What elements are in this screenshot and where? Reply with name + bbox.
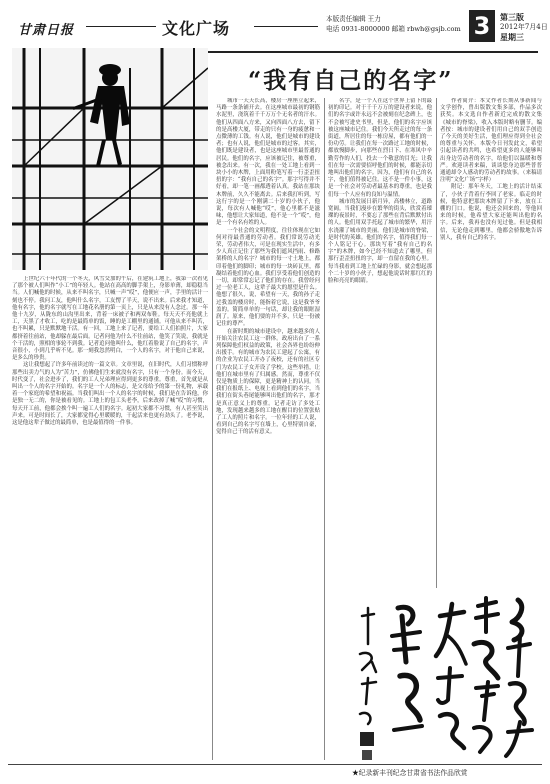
text-column-2 <box>216 98 320 760</box>
calligraphy-caption: ★纪录新丰刊纪念甘肃省书法作品欣赏 <box>352 769 468 777</box>
footer-rule <box>8 764 542 765</box>
issue-date: 2012年7月4日 <box>500 23 548 31</box>
seal-stamp <box>360 732 374 746</box>
page-label: 第三版 <box>500 12 524 22</box>
masthead-rule <box>254 26 318 27</box>
article-paragraph <box>328 98 432 285</box>
column-divider <box>436 98 437 588</box>
article-paragraph <box>440 98 542 242</box>
text-column-4 <box>440 98 542 588</box>
editor-info <box>326 14 461 34</box>
issue-weekday: 星期三 <box>500 32 524 42</box>
paragraph-text: 城市一天天长高，楼房一座座立起来，马路一条条铺开去。在这座城市最初的钢筋水泥里，浇筑着千千万万个无名者的汗水。他们从四面八方来，又向四面八方去，留下的是高楼大厦，带走的只有一身的疲惫和一点微薄的工钱。有人说，他们是城市的建设者；也有人说，他们是城市的过客。其实，他们既是建设者，也是这座城市里最普通的居民。他们的名字，应该被记住，被尊重，被念出来。有一次，我在一处工地上看到一块小小的木牌，上面用粉笔写着一行歪歪扭扭的字：“我有自己的名字”。那字写得并不好看，却一笔一画都透着认真。我站在那块木牌前，久久不能离去。后来我打听到，写这行字的是一个刚满二十岁的小伙子，他说，每次有人喊他“哎”，他心里都不是滋味，他想让大家知道，他不是一个“哎”，他是一个有名有姓的人。 <box>216 98 320 227</box>
paper-name: 甘肃日报 <box>18 23 75 38</box>
article-headline: “我有自己的名字” <box>248 67 454 94</box>
column-divider <box>212 276 213 760</box>
paragraph-text: 作者简介：本文作者长期从事新闻与文学创作，曾出版散文集多部，作品多次获奖。本文选自作者新近完成的散文集《城市的脊梁》，收入本版时略有删节。编者按：城市的建设者们用自己的双手创造了今天的美好生活，他们理应得到全社会的尊重与关怀。本版今日刊发此文，希望引起读者的共鸣，也希望更多的人能够叫出身边劳动者的名字，给他们以温暖和尊严。欢迎读者来稿，谈谈您身边那些普普通通却令人感动的劳动者的故事。（来稿请注明“文化广场”字样） <box>440 98 542 184</box>
article-photo <box>12 48 208 270</box>
paragraph-text: 上世纪六十年代的一个冬天，风雪交加的午后，在建筑工地上，我第一次看见了那个被人们叫作“小工”的年轻人。他站在高高的脚手架上，身影单薄，却稳稳当当。人们喊他的时候，从来不叫名字，只喊一声“哎”，他便应一声，手里的活计一刻也不停。我问工友，他叫什么名字，工友愣了半天，说不出来。后来我才知道，他有名字，他的名字就写在工地花名册的第一页上，只是从来没有人念过。那一年他十九岁，从陇东的山沟里出来，背着一床被子和两双布鞋。每天天不亮他就上工，天黑了才收工，吃的是最简单的饭，睡的是工棚里的通铺。可他从来不叫苦，也不叫累，只是默默地干活。有一回，工地上来了记者，要给工人们拍照片，大家都挤着往前站，他却躲在最后面。记者问他为什么不往前站，他笑了笑说，我就是个干活的，照相的事轮不到我。记者追问他叫什么，他红着脸说了自己的名字，声音很小，小到几乎听不见。那一刻我忽然明白，一个人的名字，对于他自己来说，是多么的珍贵。 <box>12 276 208 362</box>
page-meta <box>500 12 548 42</box>
section-title: 文化广场 <box>162 19 231 38</box>
paragraph-text: 在新时期的城市建设中，越来越多的人开始关注农民工这一群体。政府出台了一系列保障他们权益的政策，社会各界也纷纷伸出援手。有的城市为农民工建起了公寓，有的企业为农民工开办了夜校，还有的社区专门为农民工子女开设了学校。这些举措，让他们在城市里有了归属感。然而，尊重不仅仅是物质上的保障，更是精神上的认同。当我们在报纸上、电视上看到他们的名字，当我们在街头巷尾能够叫出他们的名字，那才是真正意义上的尊重。记者走访了多处工地，发现越来越多的工地在醒目的位置张贴了工人的照片和名字。一位年轻的工人说，看到自己的名字写在墙上，心里特别自豪，觉得自己干的活有意义。 <box>216 328 320 436</box>
calligraphy-artwork <box>348 592 542 762</box>
text-column-1 <box>12 276 208 760</box>
calligraphy-image <box>348 592 542 762</box>
paragraph-text: 附记：那年冬天，工地上的活计结束了，小伙子背着行李回了老家。临走的时候，他特意把那块木牌留了下来，放在工棚的门口。他说，他还会回来的，等他回来的时候，他希望大家还能叫出他的名字。后来，我再也没有见过他。但是我相信，无论他走到哪里，他都会骄傲地告诉别人，我有自己的名字。 <box>440 184 542 241</box>
paragraph-text: 一个社会的文明程度，往往体现在它如何对待最普通的劳动者。我们常说劳动光荣，劳动者伟大，可是在现实生活中，有多少人真正记住了那些为我们遮风挡雨、修路架桥的人的名字？城市的每一寸土地上，都印着他们的脚印；城市的每一块砖瓦里，都凝结着他们的心血。我们享受着他们创造的一切，却常常忘记了他们的存在。我曾经问过一位老工人，这辈子最大的愿望是什么。他想了很久，说，希望有一天，我的孙子走过我盖的楼房时，能指着它说，这是我爷爷盖的。简简单单的一句话，却让我的眼眶湿润了。原来，他们要的并不多，只是一份被记住的尊严。 <box>216 227 320 328</box>
text-column-3 <box>328 98 432 588</box>
editor-line: 本版责任编辑 王力 <box>326 15 381 23</box>
masthead <box>14 8 548 44</box>
column-divider <box>324 98 325 760</box>
paragraph-text: 这让我想起了许多年前读过的一篇文章。文章里说，在旧时代，人们习惯称呼那些出卖力气的人为“苦力”，仿佛他们生来就没有名字，只有一个身份。而今天，时代变了，社会进步了，我们的工人兄弟理应得到更多的尊重。尊重，首先就是从叫出一个人的名字开始的。名字是一个人的标志，是父母给予的第一份礼物，承载着一个家庭的希望和祝福。当我们叫出一个人的名字的时候，我们是在告诉他，你是独一无二的，你是被看见的。工地上的包工头老李，后来改掉了喊“哎”的习惯，每天开工前，他都会挨个叫一遍工人们的名字。起初大家都不习惯，有人甚至笑出声来。可是时间长了，大家都觉得心里暖暖的，干起活来也更有劲头了。老李说，这是他这辈子做过的最简单，也是最值得的一件事。 <box>12 362 208 427</box>
article-paragraph <box>12 276 208 427</box>
article-paragraph <box>216 98 320 437</box>
paragraph-text: 城市的发展日新月异，高楼林立，道路宽阔。当我们漫步在繁华的街头，欣赏着璀璨的夜景时，不要忘了那些在背后默默付出的人。他们用双手托起了城市的繁华，用汗水浇灌了城市的美丽。他们是城市的脊梁，是时代的英雄。他们的名字，值得我们每一个人铭记于心。那块写着“我有自己的名字”的木牌，如今已经不知道去了哪里，但那行歪歪扭扭的字，却一直留在我的心里。每当我看到工地上忙碌的身影，就会想起那个二十岁的小伙子，想起他说话时那红红的脸和亮亮的眼睛。 <box>328 198 432 285</box>
page-number: 3 <box>469 10 495 42</box>
masthead-rule <box>86 26 156 27</box>
paragraph-text: 名字，是一个人在这个世界上留下的最初的印记。对于千千万万的建设者来说，他们的名字或许永远不会被刻在纪念碑上，也不会被写进史书里，但是，他们的名字应该被这座城市记住。我们今天所走过的每一条街道，所居住的每一栋房屋，都有他们的一份功劳。让我们在每一次路过工地的时候，都放慢脚步，向那些在烈日下、在寒风中辛勤劳作的人们，投去一个敬意的目光；让我们在每一次需要招呼他们的时候，都能亲切地叫出他们的名字。因为，他们有自己的名字，他们值得被记住。这不是一件小事，这是一个社会对劳动者最基本的尊重，也是我们每一个人应有的良知与温情。 <box>328 98 432 198</box>
worker-silhouette-photo <box>12 48 208 270</box>
contact-line: 电话 0931-8000000 邮箱 rbwh@gsjb.com <box>326 25 461 33</box>
